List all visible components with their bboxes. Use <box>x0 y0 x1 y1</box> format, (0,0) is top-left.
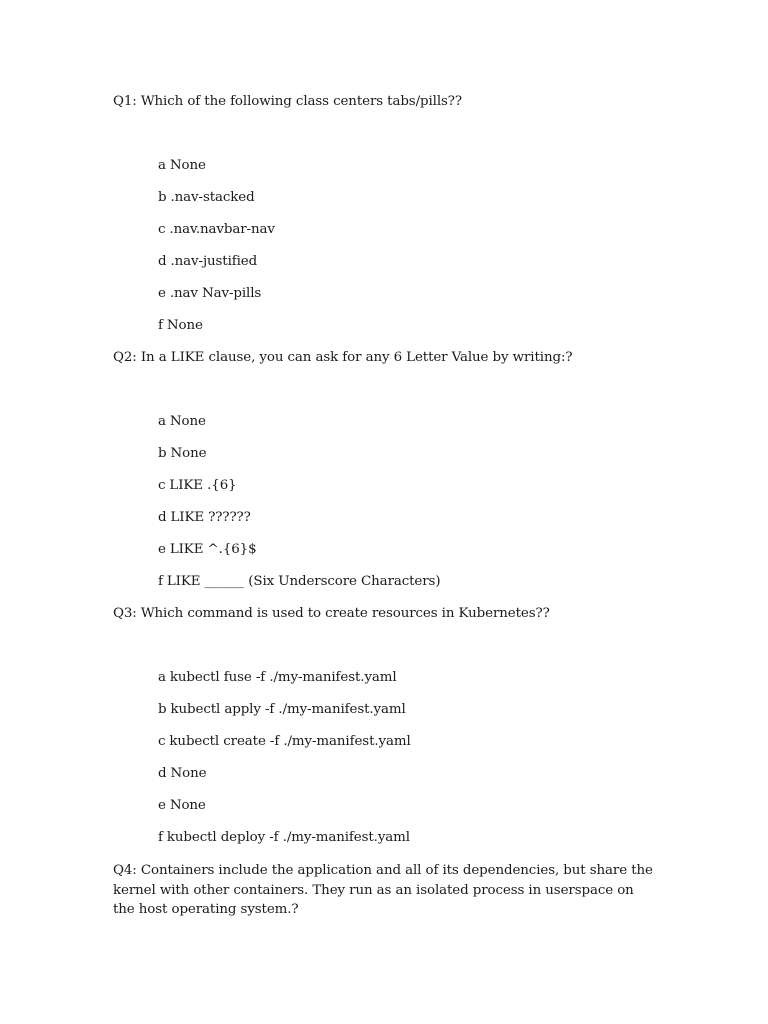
q2-option-c <box>158 476 237 496</box>
q3-option-a <box>158 668 397 688</box>
q2-option-a <box>158 412 206 432</box>
q1-option-c <box>158 220 275 240</box>
option-letter: b <box>158 446 167 461</box>
q1-option-a <box>158 156 206 176</box>
option-letter: c <box>158 734 166 749</box>
option-text: None <box>170 446 207 461</box>
q2-option-b <box>158 444 206 464</box>
question-3: Q3: Which command is used to create resources in Kubernetes?? <box>113 606 550 621</box>
option-text: LIKE .{6} <box>169 478 237 493</box>
option-letter: a <box>158 414 166 429</box>
option-text: None <box>166 318 203 333</box>
option-letter: e <box>158 542 166 557</box>
option-text: None <box>169 158 206 173</box>
option-letter: e <box>158 798 166 813</box>
question-1: Q1: Which of the following class centers tabs/pills?? <box>113 94 462 109</box>
option-letter: a <box>158 158 166 173</box>
option-text: kubectl apply -f ./my-manifest.yaml <box>170 702 406 717</box>
option-letter: d <box>158 254 167 269</box>
q3-option-f <box>158 828 410 848</box>
q2-option-e <box>158 540 257 560</box>
option-letter: c <box>158 222 166 237</box>
option-text: .nav-stacked <box>170 190 255 205</box>
option-text: None <box>170 766 207 781</box>
option-text: .nav-justified <box>170 254 258 269</box>
q2-option-f <box>158 572 440 592</box>
option-text: .nav.navbar-nav <box>169 222 275 237</box>
option-letter: c <box>158 478 166 493</box>
option-text: .nav Nav-pills <box>169 286 262 301</box>
option-text: kubectl deploy -f ./my-manifest.yaml <box>166 830 410 845</box>
option-text: kubectl fuse -f ./my-manifest.yaml <box>169 670 397 685</box>
option-letter: d <box>158 510 167 525</box>
option-letter: b <box>158 702 167 717</box>
q3-option-c <box>158 732 411 752</box>
q3-option-e <box>158 796 206 816</box>
question-4: Q4: Containers include the application and all of its dependencies, but share the kernel with other containers. They run as an isolated process in userspace on the host operating system.? <box>113 863 653 917</box>
option-letter: b <box>158 190 167 205</box>
question-2: Q2: In a LIKE clause, you can ask for any 6 Letter Value by writing:? <box>113 350 573 365</box>
option-letter: f <box>158 574 163 589</box>
option-text: None <box>169 414 206 429</box>
option-text: kubectl create -f ./my-manifest.yaml <box>169 734 411 749</box>
option-letter: e <box>158 286 166 301</box>
option-letter: f <box>158 318 163 333</box>
q3-option-b <box>158 700 406 720</box>
option-letter: a <box>158 670 166 685</box>
q3-option-d <box>158 764 206 784</box>
q1-option-f <box>158 316 203 336</box>
option-text: None <box>169 798 206 813</box>
q1-option-e <box>158 284 261 304</box>
q2-option-d <box>158 508 251 528</box>
option-text: LIKE ?????? <box>170 510 251 525</box>
option-letter: d <box>158 766 167 781</box>
q1-option-d <box>158 252 257 272</box>
q1-option-b <box>158 188 255 208</box>
option-text: LIKE ^.{6}$ <box>169 542 257 557</box>
option-text: LIKE ______ (Six Underscore Characters) <box>166 574 441 589</box>
option-letter: f <box>158 830 163 845</box>
